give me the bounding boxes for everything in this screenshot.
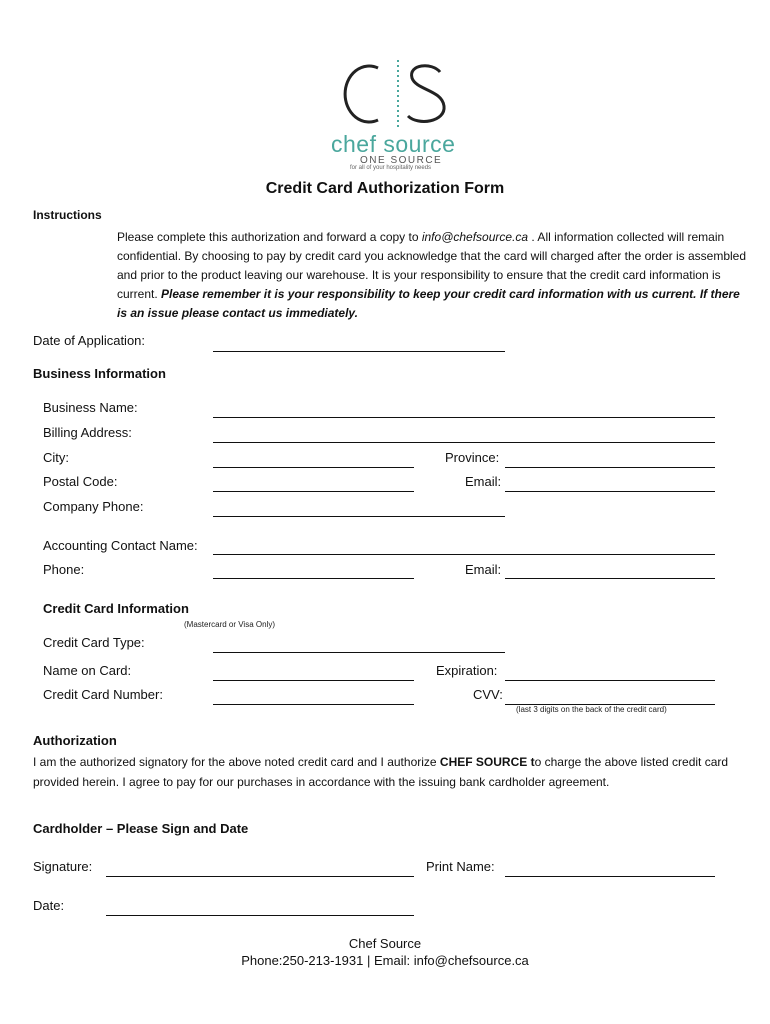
card-number-field[interactable] bbox=[213, 704, 414, 705]
instructions-text-3: Please remember it is your responsibility to keep your credit card information with us current. If there is an issue please contact us immediately. bbox=[117, 287, 740, 320]
contact-phone-field[interactable] bbox=[213, 578, 414, 579]
signature-label: Signature: bbox=[33, 859, 93, 874]
date-label: Date: bbox=[33, 898, 65, 913]
date-field[interactable] bbox=[106, 915, 414, 916]
expiration-label: Expiration: bbox=[436, 663, 498, 678]
name-on-card-label: Name on Card: bbox=[43, 663, 132, 678]
contact-email-label: Email: bbox=[465, 562, 502, 577]
instructions-label: Instructions bbox=[33, 208, 102, 222]
card-type-hint: (Mastercard or Visa Only) bbox=[184, 620, 275, 629]
province-field[interactable] bbox=[505, 467, 715, 468]
authorization-text-2: o charge the above listed credit card provided herein. I agree to pay for our purchases in accordance with the issuing bank cardholder agreement. bbox=[33, 755, 729, 789]
contact-email-field[interactable] bbox=[505, 578, 715, 579]
print-name-label: Print Name: bbox=[426, 859, 495, 874]
print-name-field[interactable] bbox=[505, 876, 715, 877]
province-label: Province: bbox=[445, 450, 500, 465]
cvv-hint: (last 3 digits on the back of the credit card) bbox=[516, 705, 667, 714]
business-info-heading: Business Information bbox=[33, 366, 166, 381]
instructions-text-2: . All information collected will remain confidential. By choosing to pay by credit card you acknowledge that the card will charged after the order is assembled and prior to the product leaving our warehouse. It is your responsibility to ensure that the credit card information is current. bbox=[117, 230, 747, 301]
instructions-email-link[interactable]: info@chefsource.ca bbox=[421, 230, 529, 244]
authorization-text-1: I am the authorized signatory for the above noted credit card and I authorize bbox=[33, 755, 440, 769]
instructions-text-1: Please complete this authorization and forward a copy to bbox=[117, 230, 422, 244]
cvv-label: CVV: bbox=[473, 687, 503, 702]
postal-code-label: Postal Code: bbox=[43, 474, 118, 489]
contact-phone-label: Phone: bbox=[43, 562, 85, 577]
date-of-application-field[interactable] bbox=[213, 351, 505, 352]
business-name-label: Business Name: bbox=[43, 400, 138, 415]
expiration-field[interactable] bbox=[505, 680, 715, 681]
logo-tagline: for all of your hospitality needs bbox=[350, 165, 432, 171]
logo-one-source: ONE SOURCE bbox=[360, 155, 443, 166]
company-phone-field[interactable] bbox=[213, 516, 505, 517]
city-label: City: bbox=[43, 450, 69, 465]
email-field[interactable] bbox=[505, 491, 715, 492]
billing-address-field[interactable] bbox=[213, 442, 715, 443]
billing-address-label: Billing Address: bbox=[43, 425, 132, 440]
footer-contact: Phone:250-213-1931 | Email: info@chefsource.ca bbox=[241, 953, 529, 968]
email-label: Email: bbox=[465, 474, 502, 489]
authorization-company: CHEF SOURCE t bbox=[439, 755, 535, 769]
card-number-label: Credit Card Number: bbox=[43, 687, 163, 702]
card-type-field[interactable] bbox=[213, 652, 505, 653]
card-info-heading: Credit Card Information bbox=[43, 601, 189, 616]
cs-monogram-icon bbox=[330, 56, 470, 136]
name-on-card-field[interactable] bbox=[213, 680, 414, 681]
authorization-paragraph bbox=[33, 752, 733, 792]
instructions-paragraph bbox=[117, 228, 747, 323]
date-of-application-label: Date of Application: bbox=[33, 333, 146, 348]
form-title: Credit Card Authorization Form bbox=[265, 180, 505, 197]
accounting-contact-label: Accounting Contact Name: bbox=[43, 538, 198, 553]
card-type-label: Credit Card Type: bbox=[43, 635, 145, 650]
logo-brand-text: chef source bbox=[331, 131, 456, 157]
city-field[interactable] bbox=[213, 467, 414, 468]
sign-heading: Cardholder – Please Sign and Date bbox=[33, 821, 249, 836]
footer-company: Chef Source bbox=[348, 936, 422, 951]
business-name-field[interactable] bbox=[213, 417, 715, 418]
accounting-contact-field[interactable] bbox=[213, 554, 715, 555]
signature-field[interactable] bbox=[106, 876, 414, 877]
postal-code-field[interactable] bbox=[213, 491, 414, 492]
company-phone-label: Company Phone: bbox=[43, 499, 144, 514]
authorization-heading: Authorization bbox=[33, 733, 117, 748]
